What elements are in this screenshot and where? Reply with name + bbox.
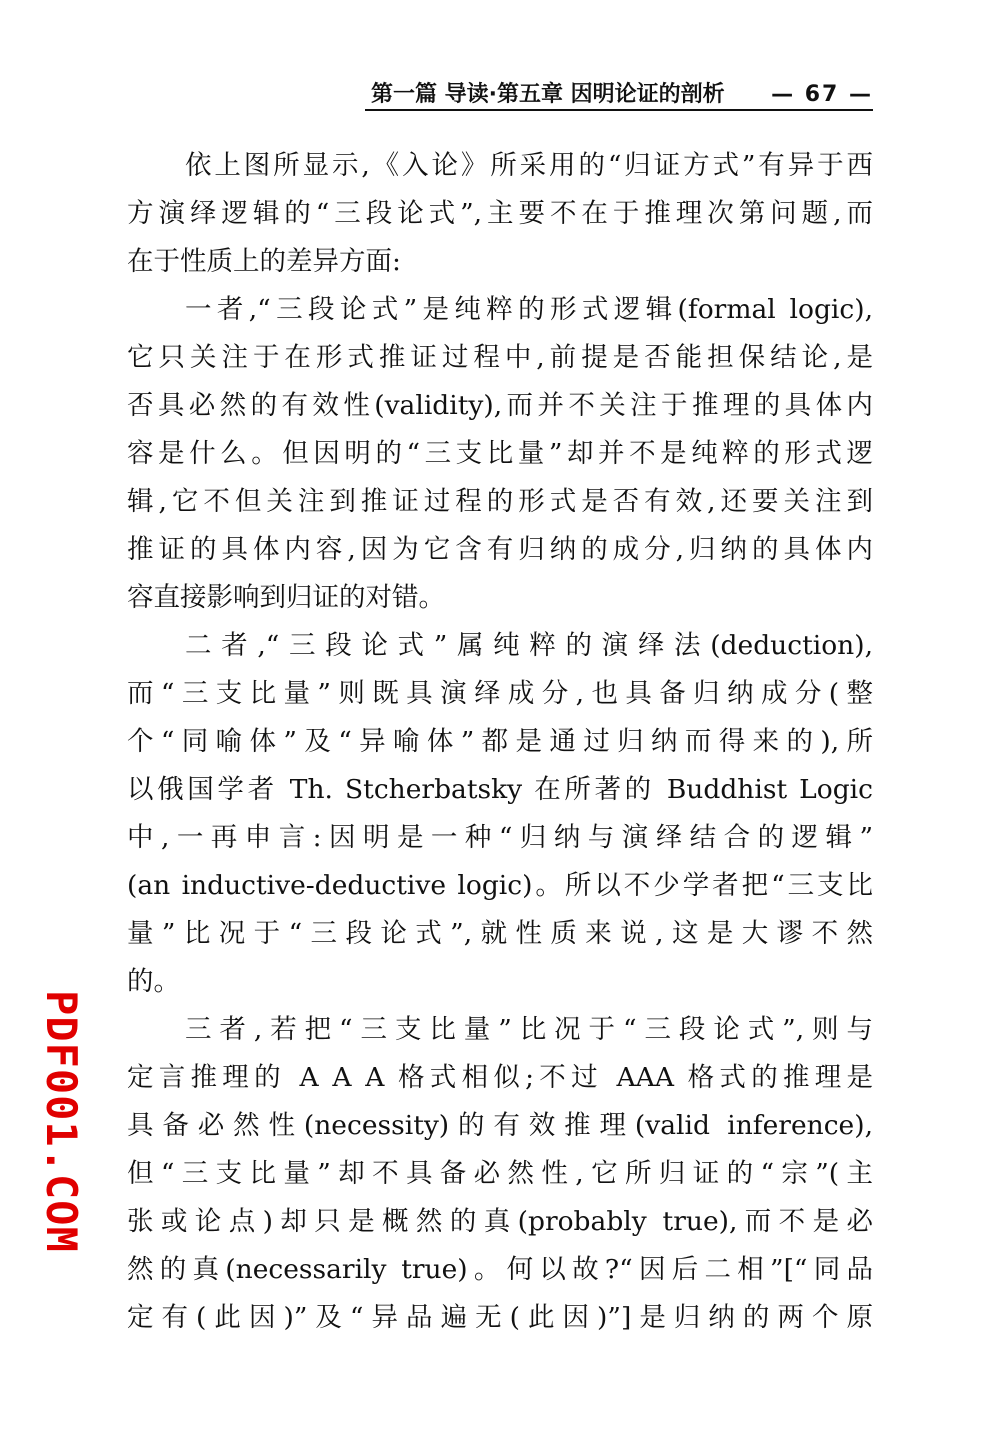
- watermark: PDF001.COM: [37, 990, 86, 1253]
- body-text: [127, 142, 873, 1342]
- text-line: 容是什么。但因明的“三支比量”却并不是纯粹的形式逻: [127, 438, 873, 469]
- running-header: [365, 80, 873, 110]
- text-line: (an inductive-deductive logic)。所以不少学者把“三支比: [127, 870, 873, 901]
- text-line: 依上图所显示,《入论》所采用的“归证方式”有异于西: [185, 150, 873, 181]
- text-line: 三者,若把“三支比量”比况于“三段论式”,则与: [185, 1014, 873, 1045]
- text-line: 否具必然的有效性(validity),而并不关注于推理的具体内: [127, 390, 873, 421]
- text-line: 容直接影响到归证的对错。: [127, 582, 445, 613]
- text-line: 推证的具体内容,因为它含有归纳的成分,归纳的具体内: [127, 534, 873, 565]
- text-line: 辑,它不但关注到推证过程的形式是否有效,还要关注到: [127, 486, 873, 517]
- text-line: 在于性质上的差异方面:: [127, 246, 401, 277]
- text-line: 中,一再申言:因明是一种“归纳与演绎结合的逻辑”: [127, 822, 873, 853]
- text-line: 以俄国学者 Th. Stcherbatsky 在所著的 Buddhist Logic: [127, 774, 873, 805]
- text-line: 量”比况于“三段论式”,就性质来说,这是大谬不然: [127, 918, 873, 949]
- text-line: 定有(此因)”及“异品遍无(此因)”]是归纳的两个原: [127, 1302, 873, 1333]
- text-line: 它只关注于在形式推证过程中,前提是否能担保结论,是: [127, 342, 873, 373]
- header-rule: [365, 109, 873, 111]
- text-line: 而“三支比量”则既具演绎成分,也具备归纳成分(整: [127, 678, 873, 709]
- text-line: 二者,“三段论式”属纯粹的演绎法(deduction),: [185, 630, 873, 661]
- text-line: 一者,“三段论式”是纯粹的形式逻辑(formal logic),: [185, 294, 873, 325]
- header-title: 第一篇 导读·第五章 因明论证的剖析: [371, 82, 725, 107]
- text-line: 张或论点)却只是概然的真(probably true),而不是必: [127, 1206, 873, 1237]
- text-line: 然的真(necessarily true)。何以故?“因后二相”[“同品: [127, 1254, 873, 1285]
- text-line: 但“三支比量”却不具备必然性,它所归证的“宗”(主: [127, 1158, 873, 1189]
- text-line: 个“同喻体”及“异喻体”都是通过归纳而得来的),所: [127, 726, 873, 757]
- page-number: — 67 —: [771, 82, 873, 107]
- text-line: 方演绎逻辑的“三段论式”,主要不在于推理次第问题,而: [127, 198, 873, 229]
- text-line: 的。: [127, 966, 180, 997]
- text-line: 定言推理的 A A A 格式相似;不过 AAA 格式的推理是: [127, 1062, 873, 1093]
- text-line: 具备必然性(necessity)的有效推理(valid inference),: [127, 1110, 873, 1141]
